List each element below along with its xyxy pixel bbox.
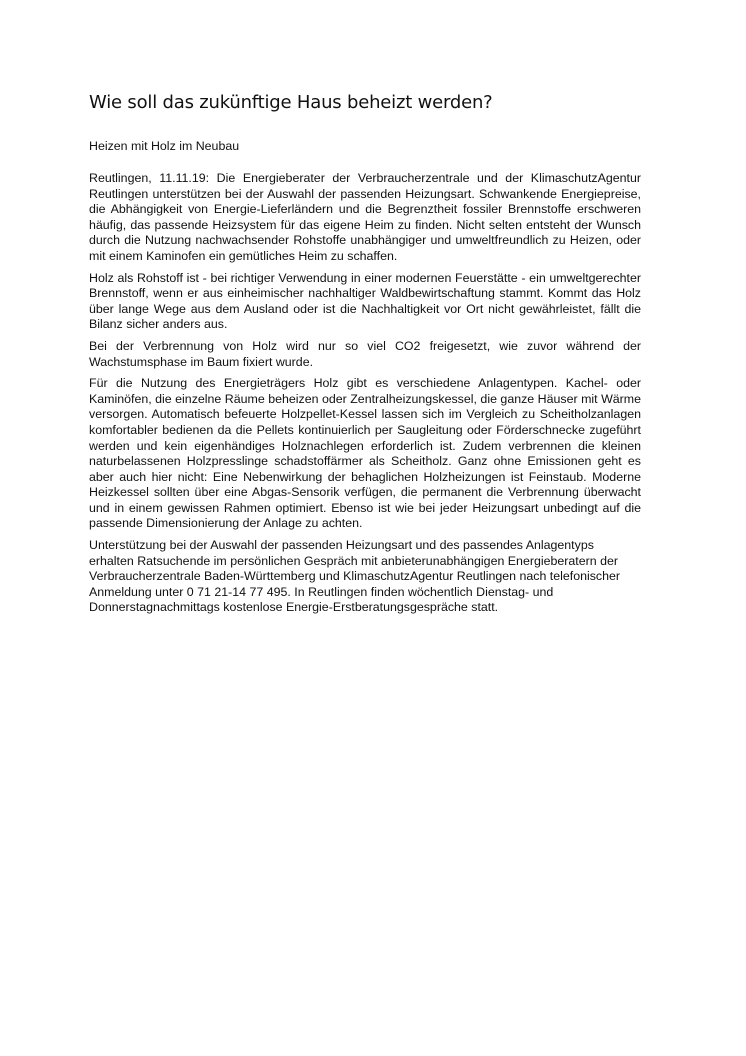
paragraph-system-types: Für die Nutzung des Energieträgers Holz gibt es verschiedene Anlagentypen. Kachel- oder Kaminöfen, die einzelne Räume beheizen oder Zentralheizungskessel, die ganze Häuser mit Wärme versorgen. Automatisch befeuerte Holzpellet-Kessel lassen sich im Vergleich zu Scheitholzanlagen komfortabler bedienen da die Pellets kontinuierlich per Saugleitung oder Förderschnecke zugeführt werden und kein eigenhändiges Holznachlegen erforderlich ist. Zudem verbrennen die kleinen naturbelassenen Holzpresslinge schadstoffärmer als Scheitholz. Ganz ohne Emissionen geht es aber auch hier nicht: Eine Nebenwirkung der behaglichen Holzheizungen ist Feinstaub. Moderne Heizkessel sollten über eine Abgas-Sensorik verfügen, die permanent die Verbrennung überwacht und in einem gewissen Rahmen optimiert. Ebenso ist wie bei jeder Heizungsart unbedingt auf die passende Dimensionierung der Anlage zu achten.	[89, 376, 641, 531]
paragraph-consulting: Unterstützung bei der Auswahl der passenden Heizungsart und des passendes Anlagentyps erhalten Ratsuchende im persönlichen Gespräch mit anbieterunabhängigen Energieberatern der Verbraucherzentrale Baden-Württemberg und KlimaschutzAgentur Reutlingen nach telefonischer Anmeldung unter 0 71 21-14 77 495. In Reutlingen finden wöchentlich Dienstag- und Donnerstagnachmittags kostenlose Energie-Erstberatungsgespräche statt.	[89, 538, 621, 615]
document-title: Wie soll das zukünftige Haus beheizt werden?	[89, 92, 493, 113]
paragraph-co2: Bei der Verbrennung von Holz wird nur so viel CO2 freigesetzt, wie zuvor während der Wachstumsphase im Baum fixiert wurde.	[89, 338, 641, 369]
document-page	[89, 92, 641, 622]
document-subtitle: Heizen mit Holz im Neubau	[89, 139, 240, 153]
paragraph-intro: Reutlingen, 11.11.19: Die Energieberater der Verbraucherzentrale und der KlimaschutzAgentur Reutlingen unterstützen bei der Auswahl der passenden Heizungsart. Schwankende Energiepreise, die Abhängigkeit von Energie-Lieferländern und die Begrenztheit fossiler Brennstoffe erschweren häufig, das passende Heizsystem für das eigene Heim zu finden. Nicht selten entsteht der Wunsch durch die Nutzung nachwachsender Rohstoffe unabhängiger und umweltfreundlich zu Heizen, oder mit einem Kaminofen ein gemütliches Heim zu schaffen.	[89, 171, 641, 263]
paragraph-wood-resource: Holz als Rohstoff ist - bei richtiger Verwendung in einer modernen Feuerstätte - ein umweltgerechter Brennstoff, wenn er aus einheimischer nachhaltiger Waldbewirtschaftung stammt. Kommt das Holz über lange Wege aus dem Ausland oder ist die Nachhaltigkeit vor Ort nicht gewährleistet, fällt die Bilanz sicher anders aus.	[89, 270, 641, 332]
